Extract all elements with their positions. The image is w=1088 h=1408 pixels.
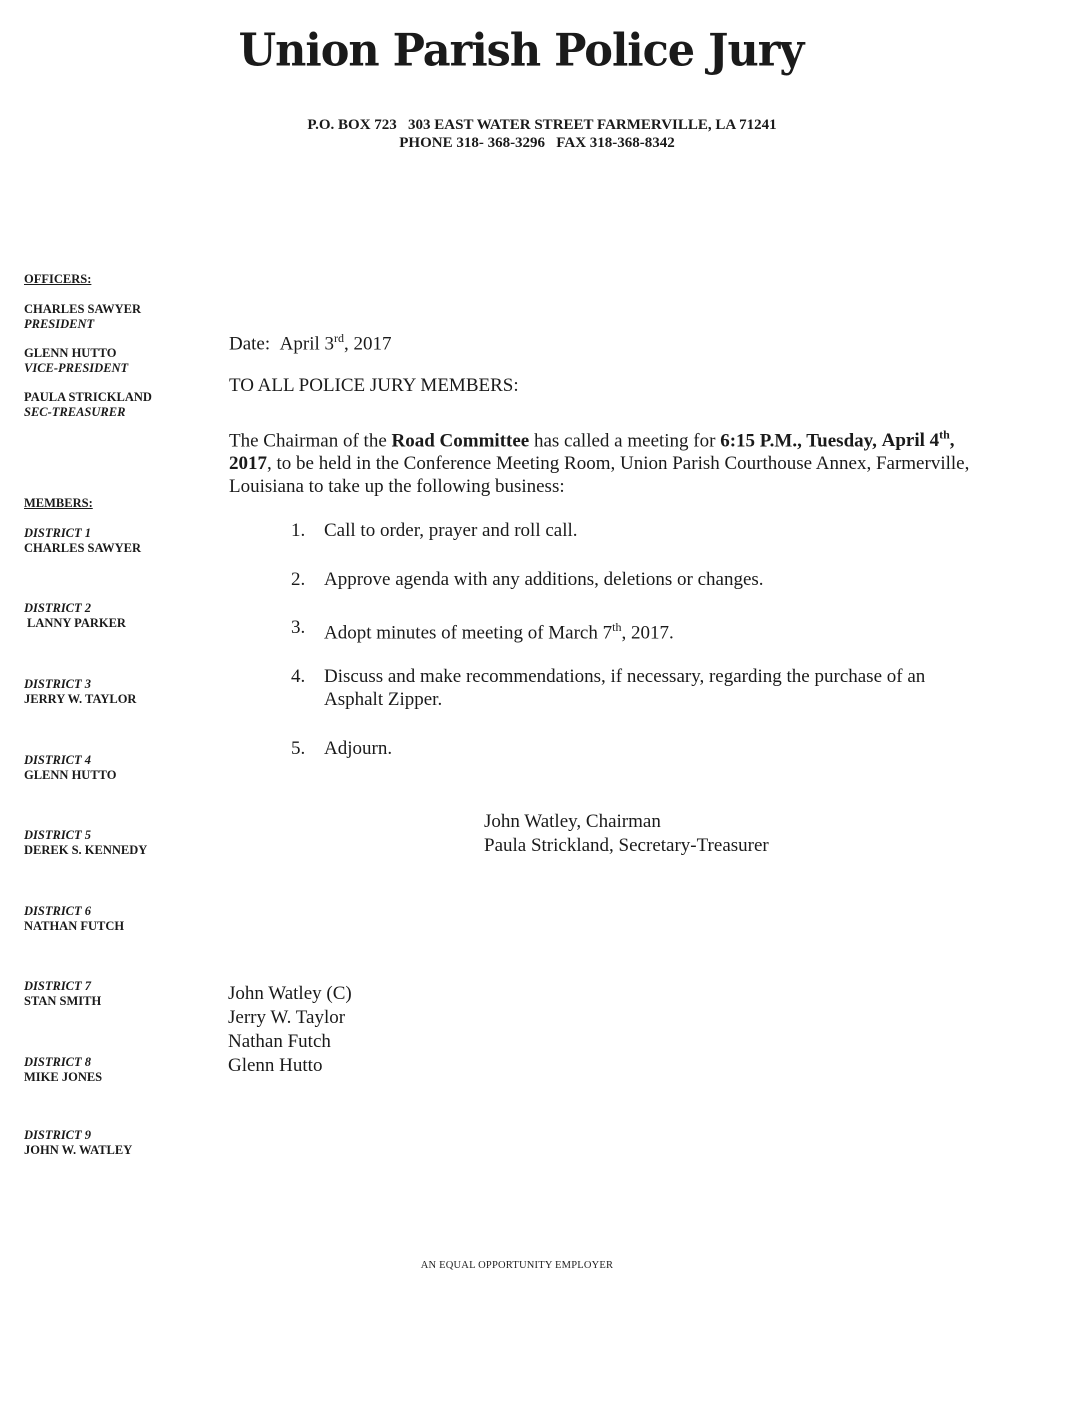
notice-date: Date: April 3rd, 2017: [229, 331, 392, 355]
letterhead-address: P.O. BOX 723 303 EAST WATER STREET FARMERVILLE, LA 71241: [307, 117, 777, 133]
member-district: DISTRICT 8: [24, 1055, 92, 1069]
officer-entry: [24, 390, 152, 420]
member-district: DISTRICT 5: [24, 828, 92, 842]
member-district: DISTRICT 2: [24, 601, 92, 615]
officer-role: SEC-TREASURER: [24, 405, 126, 419]
meeting-notice-paragraph: The Chairman of the Road Committee has called a meeting for 6:15 P.M., Tuesday, April 4th, 2017, to be held in the Conference Meeting Room, Union Parish Courthouse Annex, Farmerville, Louisiana to take up the following business:: [229, 428, 970, 498]
member-name: GLENN HUTTO: [24, 768, 117, 782]
member-entry: [24, 979, 101, 1009]
signature-chairman: John Watley, Chairman: [484, 811, 661, 832]
agenda-item: 4. Discuss and make recommendations, if necessary, regarding the purchase of an Asphalt Zipper.: [291, 666, 926, 710]
member-district: DISTRICT 6: [24, 904, 92, 918]
member-entry: [24, 904, 124, 934]
committee-member: Jerry W. Taylor: [228, 1007, 346, 1028]
committee-member: John Watley (C): [228, 983, 352, 1004]
member-name: CHARLES SAWYER: [24, 541, 142, 555]
officer-role: VICE-PRESIDENT: [24, 361, 129, 375]
member-name: LANNY PARKER: [27, 616, 126, 630]
members-heading: MEMBERS:: [24, 496, 93, 510]
committee-member: Nathan Futch: [228, 1031, 331, 1052]
member-entry: [24, 677, 136, 707]
letterhead-title: Union Parish Police Jury: [238, 24, 804, 78]
member-entry: [24, 828, 147, 858]
agenda-item: 5. Adjourn.: [291, 738, 393, 759]
member-district: DISTRICT 3: [24, 677, 92, 691]
agenda-item: 2. Approve agenda with any additions, deletions or changes.: [291, 569, 764, 590]
member-entry: [24, 526, 141, 556]
member-name: MIKE JONES: [24, 1070, 103, 1084]
officer-name: PAULA STRICKLAND: [24, 390, 152, 404]
officer-entry: [24, 302, 141, 332]
member-entry: [24, 1055, 102, 1085]
officer-name: GLENN HUTTO: [24, 346, 117, 360]
member-district: DISTRICT 1: [24, 526, 92, 540]
member-name: NATHAN FUTCH: [24, 919, 125, 933]
signature-secretary: Paula Strickland, Secretary-Treasurer: [484, 835, 769, 856]
member-name: DEREK S. KENNEDY: [24, 843, 148, 857]
member-entry: [24, 1128, 132, 1158]
committee-member: Glenn Hutto: [228, 1055, 323, 1076]
salutation: TO ALL POLICE JURY MEMBERS:: [229, 375, 519, 396]
member-name: JERRY W. TAYLOR: [24, 692, 137, 706]
member-name: STAN SMITH: [24, 994, 102, 1008]
member-name: JOHN W. WATLEY: [24, 1143, 133, 1157]
member-district: DISTRICT 9: [24, 1128, 92, 1142]
agenda-item: 1. Call to order, prayer and roll call.: [291, 520, 578, 541]
footer-eoe: AN EQUAL OPPORTUNITY EMPLOYER: [420, 1260, 614, 1271]
officer-entry: [24, 346, 128, 376]
member-district: DISTRICT 4: [24, 753, 92, 767]
member-entry: [24, 601, 126, 631]
officer-name: CHARLES SAWYER: [24, 302, 142, 316]
letterhead-phone: PHONE 318- 368-3296 FAX 318-368-8342: [399, 135, 675, 151]
member-district: DISTRICT 7: [24, 979, 92, 993]
member-entry: [24, 753, 117, 783]
officer-role: PRESIDENT: [24, 317, 95, 331]
agenda-item: 3. Adopt minutes of meeting of March 7th, 2017.: [291, 617, 674, 644]
officers-heading: OFFICERS:: [24, 272, 92, 286]
